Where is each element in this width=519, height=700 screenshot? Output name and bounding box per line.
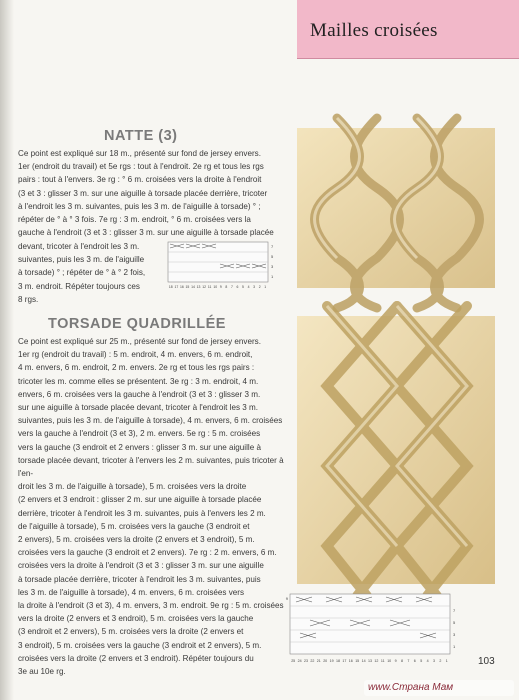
natte-photo bbox=[297, 128, 495, 288]
stitch-number: 1 bbox=[264, 285, 267, 289]
natte-line: gauche à l'endroit (3 et 3 : glisser 3 m. sur une aiguille à torsade placée bbox=[18, 228, 274, 238]
torsade-stitch-chart bbox=[285, 592, 458, 670]
torsade-line: croisées vers la droite (2 envers et 3 endroit). Répéter toujours du bbox=[18, 653, 254, 663]
stitch-number: 24 bbox=[297, 659, 302, 663]
row-number: 1 bbox=[271, 274, 274, 279]
torsade-line: 4 m. envers, 6 m. endroit, 2 m. envers. 2e rg et tous les rgs pairs : bbox=[18, 363, 255, 373]
stitch-number: 10 bbox=[387, 659, 392, 663]
stitch-number: 2 bbox=[258, 285, 261, 289]
chapter-title: Mailles croisées bbox=[310, 20, 438, 41]
stitch-number: 4 bbox=[247, 285, 250, 289]
stitch-number: 18 bbox=[168, 285, 173, 289]
section-natte-text bbox=[18, 147, 290, 239]
stitch-number: 11 bbox=[380, 659, 385, 663]
stitch-number: 14 bbox=[361, 659, 366, 663]
torsade-line: (3 endroit et 2 envers), 5 m. croisées vers la droite (2 envers et bbox=[18, 627, 244, 637]
row-number: 3 bbox=[271, 264, 274, 269]
stitch-number: 18 bbox=[336, 659, 340, 663]
stitch-number: 13 bbox=[368, 659, 372, 663]
stitch-number: 10 bbox=[213, 285, 218, 289]
stitch-number: 9 bbox=[394, 659, 397, 663]
natte-line: 8 rgs. bbox=[18, 294, 39, 304]
stitch-number: 16 bbox=[179, 285, 184, 289]
stitch-number: 15 bbox=[355, 659, 360, 663]
torsade-line: 3 endroit), 5 m. croisées vers la gauche (3 endroit et 2 envers), 5 m. bbox=[18, 640, 262, 650]
stitch-number: 12 bbox=[202, 285, 207, 289]
page-number: 103 bbox=[478, 656, 495, 667]
row-number: 1 bbox=[453, 644, 456, 649]
stitch-number: 14 bbox=[191, 285, 195, 289]
stitch-number: 13 bbox=[196, 285, 201, 289]
stitch-number: 8 bbox=[401, 659, 403, 663]
torsade-line: croisées vers la gauche (3 endroit et 2 envers). 7e rg : 2 m. envers, 6 m. bbox=[18, 548, 277, 558]
section-torsade-text bbox=[18, 335, 288, 678]
row-number: 7 bbox=[453, 608, 456, 613]
torsade-line: croisées vers la droite à l'endroit (3 et 3 : glisser 3 m. sur une aiguille bbox=[18, 561, 264, 571]
stitch-number: 20 bbox=[323, 659, 328, 663]
torsade-line: droit les 3 m. de l'aiguille à torsade), 5 m. croisées vers la droite bbox=[18, 482, 247, 492]
stitch-number: 1 bbox=[445, 659, 448, 663]
stitch-number: 3 bbox=[433, 659, 435, 663]
torsade-line: tricoter les m. comme elles se présentent. 3e rg : 3 m. endroit, 4 m. bbox=[18, 376, 259, 386]
stitch-number: 5 bbox=[242, 285, 244, 289]
natte-line: (3 et 3 : glisser 3 m. sur une aiguille à torsade placée derrière, tricoter bbox=[18, 188, 268, 198]
torsade-line: vers la gauche (3 endroit et 2 envers : glisser 3 m. sur une aiguille à bbox=[18, 442, 261, 452]
torsade-line: sur une aiguille à torsade placée devant, tricoter à l'endroit les 3 m. bbox=[18, 403, 258, 413]
chart-frame bbox=[290, 594, 450, 654]
natte-line: suivantes, puis les 3 m. de l'aiguille bbox=[18, 255, 145, 265]
natte-line: à l'endroit les 3 m. suivantes, puis les 3 m. de l'aiguille à torsade) ° ; bbox=[18, 201, 261, 211]
stitch-number: 19 bbox=[329, 659, 334, 663]
stitch-number: 3 bbox=[253, 285, 256, 289]
natte-line: 3 m. endroit. Répéter toujours ces bbox=[18, 281, 140, 291]
stitch-number: 17 bbox=[174, 285, 179, 289]
torsade-line: 1er rg (endroit du travail) : 5 m. endroit, 4 m. envers, 6 m. endroit, bbox=[18, 350, 253, 360]
natte-intro: Ce point est expliqué sur 18 m., présenté sur fond de jersey envers. bbox=[18, 149, 261, 158]
stitch-number: 7 bbox=[407, 659, 410, 663]
page-gutter-shadow bbox=[0, 0, 14, 700]
stitch-number: 5 bbox=[420, 659, 423, 663]
torsade-photo bbox=[297, 316, 495, 584]
row-number: 5 bbox=[453, 620, 456, 625]
stitch-number: 7 bbox=[230, 285, 233, 289]
stitch-number: 22 bbox=[310, 659, 315, 663]
torsade-line: vers la gauche à l'endroit (3 et 3), 2 m. envers. 5e rg : 5 m. croisées bbox=[18, 429, 261, 439]
torsade-line: (2 envers et 3 endroit : glisser 2 m. sur une aiguille à torsade placée bbox=[18, 495, 262, 505]
natte-line: 1er (endroit du travail) et 5e rgs : tout à l'endroit. 2e rg et tous les rgs bbox=[18, 162, 264, 172]
torsade-line: 2 envers), 5 m. croisées vers la droite (2 envers et 3 endroit), 5 m. bbox=[18, 535, 255, 545]
stitch-number: 12 bbox=[374, 659, 379, 663]
torsade-line: Ce point est expliqué sur 25 m., présenté sur fond de jersey envers. bbox=[18, 337, 261, 346]
stitch-number: 8 bbox=[225, 285, 228, 289]
section-title-torsade-quadrillee: TORSADE QUADRILLÉE bbox=[48, 316, 226, 332]
row-number: 3 bbox=[453, 632, 456, 637]
site-watermark: www.Страна Мам bbox=[364, 680, 514, 696]
stitch-number: 23 bbox=[304, 659, 308, 663]
section-natte-text-narrow bbox=[18, 240, 164, 306]
torsade-line: de l'aiguille à torsade), 5 m. croisées vers la gauche (3 endroit et bbox=[18, 521, 250, 531]
row-number: 7 bbox=[271, 244, 274, 249]
natte-line: devant, tricoter à l'endroit les 3 m. bbox=[18, 242, 140, 251]
torsade-line: vers la droite (2 envers et 3 endroit), 5 m. croisées vers la gauche bbox=[18, 614, 254, 624]
natte-stitch-chart bbox=[168, 240, 278, 296]
torsade-line: la droite à l'endroit (3 et 3), 4 m. envers, 3 m. endroit. 9e rg : 5 m. croisées bbox=[18, 601, 284, 611]
row-number: 9 bbox=[285, 596, 288, 601]
row-number: 5 bbox=[271, 254, 274, 259]
natte-line: à torsade) ° ; répéter de ° à ° 2 fois, bbox=[18, 268, 146, 278]
torsade-line: envers, 6 m. croisées vers la gauche à l'endroit (3 et 3 : glisser 3 m. bbox=[18, 389, 261, 399]
section-title-natte: NATTE (3) bbox=[104, 128, 178, 144]
stitch-number: 25 bbox=[291, 659, 296, 663]
knitted-lattice-swatch-icon bbox=[297, 316, 495, 584]
stitch-number: 2 bbox=[439, 659, 442, 663]
knitted-cable-swatch-icon bbox=[297, 128, 495, 288]
stitch-number: 21 bbox=[316, 659, 321, 663]
torsade-line: à torsade placée derrière, tricoter à l'endroit les 3 m. suivantes, puis bbox=[18, 574, 261, 584]
stitch-number: 6 bbox=[236, 285, 239, 289]
stitch-number: 11 bbox=[207, 285, 212, 289]
stitch-number: 6 bbox=[413, 659, 416, 663]
torsade-line: les 3 m. de l'aiguille à torsade), 4 m. envers, 6 m. croisées vers bbox=[18, 587, 245, 597]
stitch-number: 9 bbox=[219, 285, 222, 289]
stitch-number: 17 bbox=[342, 659, 347, 663]
header-rule bbox=[297, 58, 519, 59]
stitch-number: 4 bbox=[426, 659, 429, 663]
natte-line: répéter de ° à ° 3 fois. 7e rg : 3 m. endroit, ° 6 m. croisées vers la bbox=[18, 215, 251, 225]
stitch-number: 16 bbox=[348, 659, 353, 663]
torsade-line: suivantes, puis les 3 m. de l'aiguille à torsade), 4 m. envers, 6 m. croisées bbox=[18, 416, 283, 426]
torsade-line: 3e au 10e rg. bbox=[18, 667, 66, 677]
stitch-number: 15 bbox=[185, 285, 190, 289]
natte-line: pairs : tout à l'envers. 3e rg : ° 6 m. croisées vers la droite à l'endroit bbox=[18, 175, 262, 185]
torsade-line: derrière, tricoter à l'endroit les 3 m. suivantes, puis à l'envers les 2 m. bbox=[18, 508, 266, 518]
torsade-line: torsade placée devant, tricoter à l'envers les 2 m. suivantes, puis tricoter à l'en- bbox=[18, 455, 284, 479]
